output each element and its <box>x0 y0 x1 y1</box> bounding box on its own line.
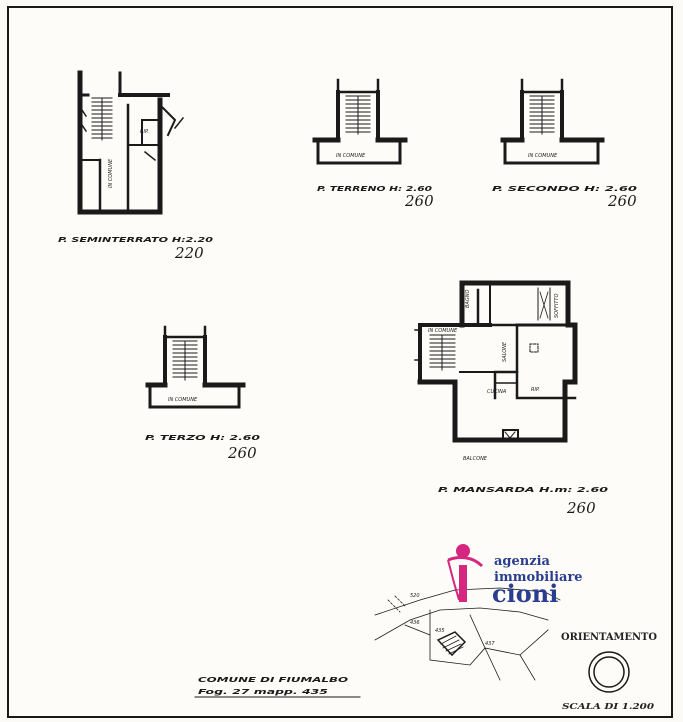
room-label-cucina: CUCINA <box>487 389 507 395</box>
scale-label: SCALA DI 1.200 <box>562 702 655 712</box>
room-label-bagno: BAGNO <box>465 289 471 308</box>
seminterrato-title: P. SEMINTERRATO H:2.20 <box>58 236 214 244</box>
comune-label: COMUNE DI FIUMALBO <box>198 676 349 684</box>
plot-number-520: 520 <box>410 593 420 599</box>
terreno-common-label: IN COMUNE <box>336 153 366 159</box>
terzo-height: 260 <box>228 444 257 462</box>
logo-i-icon <box>459 565 467 602</box>
plan-seminterrato <box>80 73 183 212</box>
room-label-balcone: BALCONE <box>463 456 487 462</box>
seminterrato-common-label: IN COMUNE <box>108 158 114 188</box>
orientation-compass <box>589 652 629 692</box>
terzo-title: P. TERZO H: 2.60 <box>145 434 261 442</box>
terreno-title: P. TERRENO H: 2.60 <box>317 185 433 193</box>
room-label-rip: RIP. <box>531 387 540 393</box>
terreno-height: 260 <box>405 192 434 210</box>
plot-number-436: 436 <box>410 620 420 626</box>
plot-435-hatched <box>438 632 465 655</box>
seminterrato-rip-label: RIP. <box>140 129 149 135</box>
secondo-title: P. SECONDO H: 2.60 <box>492 185 638 193</box>
logo-line-immobiliare: immobiliare <box>494 570 583 585</box>
plan-terzo <box>148 327 243 407</box>
plot-number-437: 437 <box>485 641 495 647</box>
logo-line-agenzia: agenzia <box>494 554 550 569</box>
plan-terreno <box>315 80 405 163</box>
seminterrato-height: 220 <box>175 244 204 262</box>
logo-dot-icon <box>456 544 470 558</box>
secondo-common-label: IN COMUNE <box>528 153 558 159</box>
terzo-common-label: IN COMUNE <box>168 397 198 403</box>
orientation-label: ORIENTAMENTO <box>561 632 658 643</box>
mansarda-title: P. MANSARDA H.m: 2.60 <box>438 486 609 494</box>
room-label-salone: SALONE <box>502 341 508 362</box>
agency-logo <box>448 544 583 608</box>
secondo-height: 260 <box>608 192 637 210</box>
plan-secondo <box>503 80 602 163</box>
logo-line-cioni: cioni <box>492 579 559 608</box>
mansarda-common-label: IN COMUNE <box>428 328 458 334</box>
plan-mansarda <box>415 283 575 440</box>
room-label-soffitto: SOFFITTO <box>554 293 560 318</box>
mansarda-height: 260 <box>567 499 596 517</box>
plot-number-435: 435 <box>435 628 445 634</box>
foglio-mappale-label: Fog. 27 mapp. 435 <box>198 688 329 696</box>
